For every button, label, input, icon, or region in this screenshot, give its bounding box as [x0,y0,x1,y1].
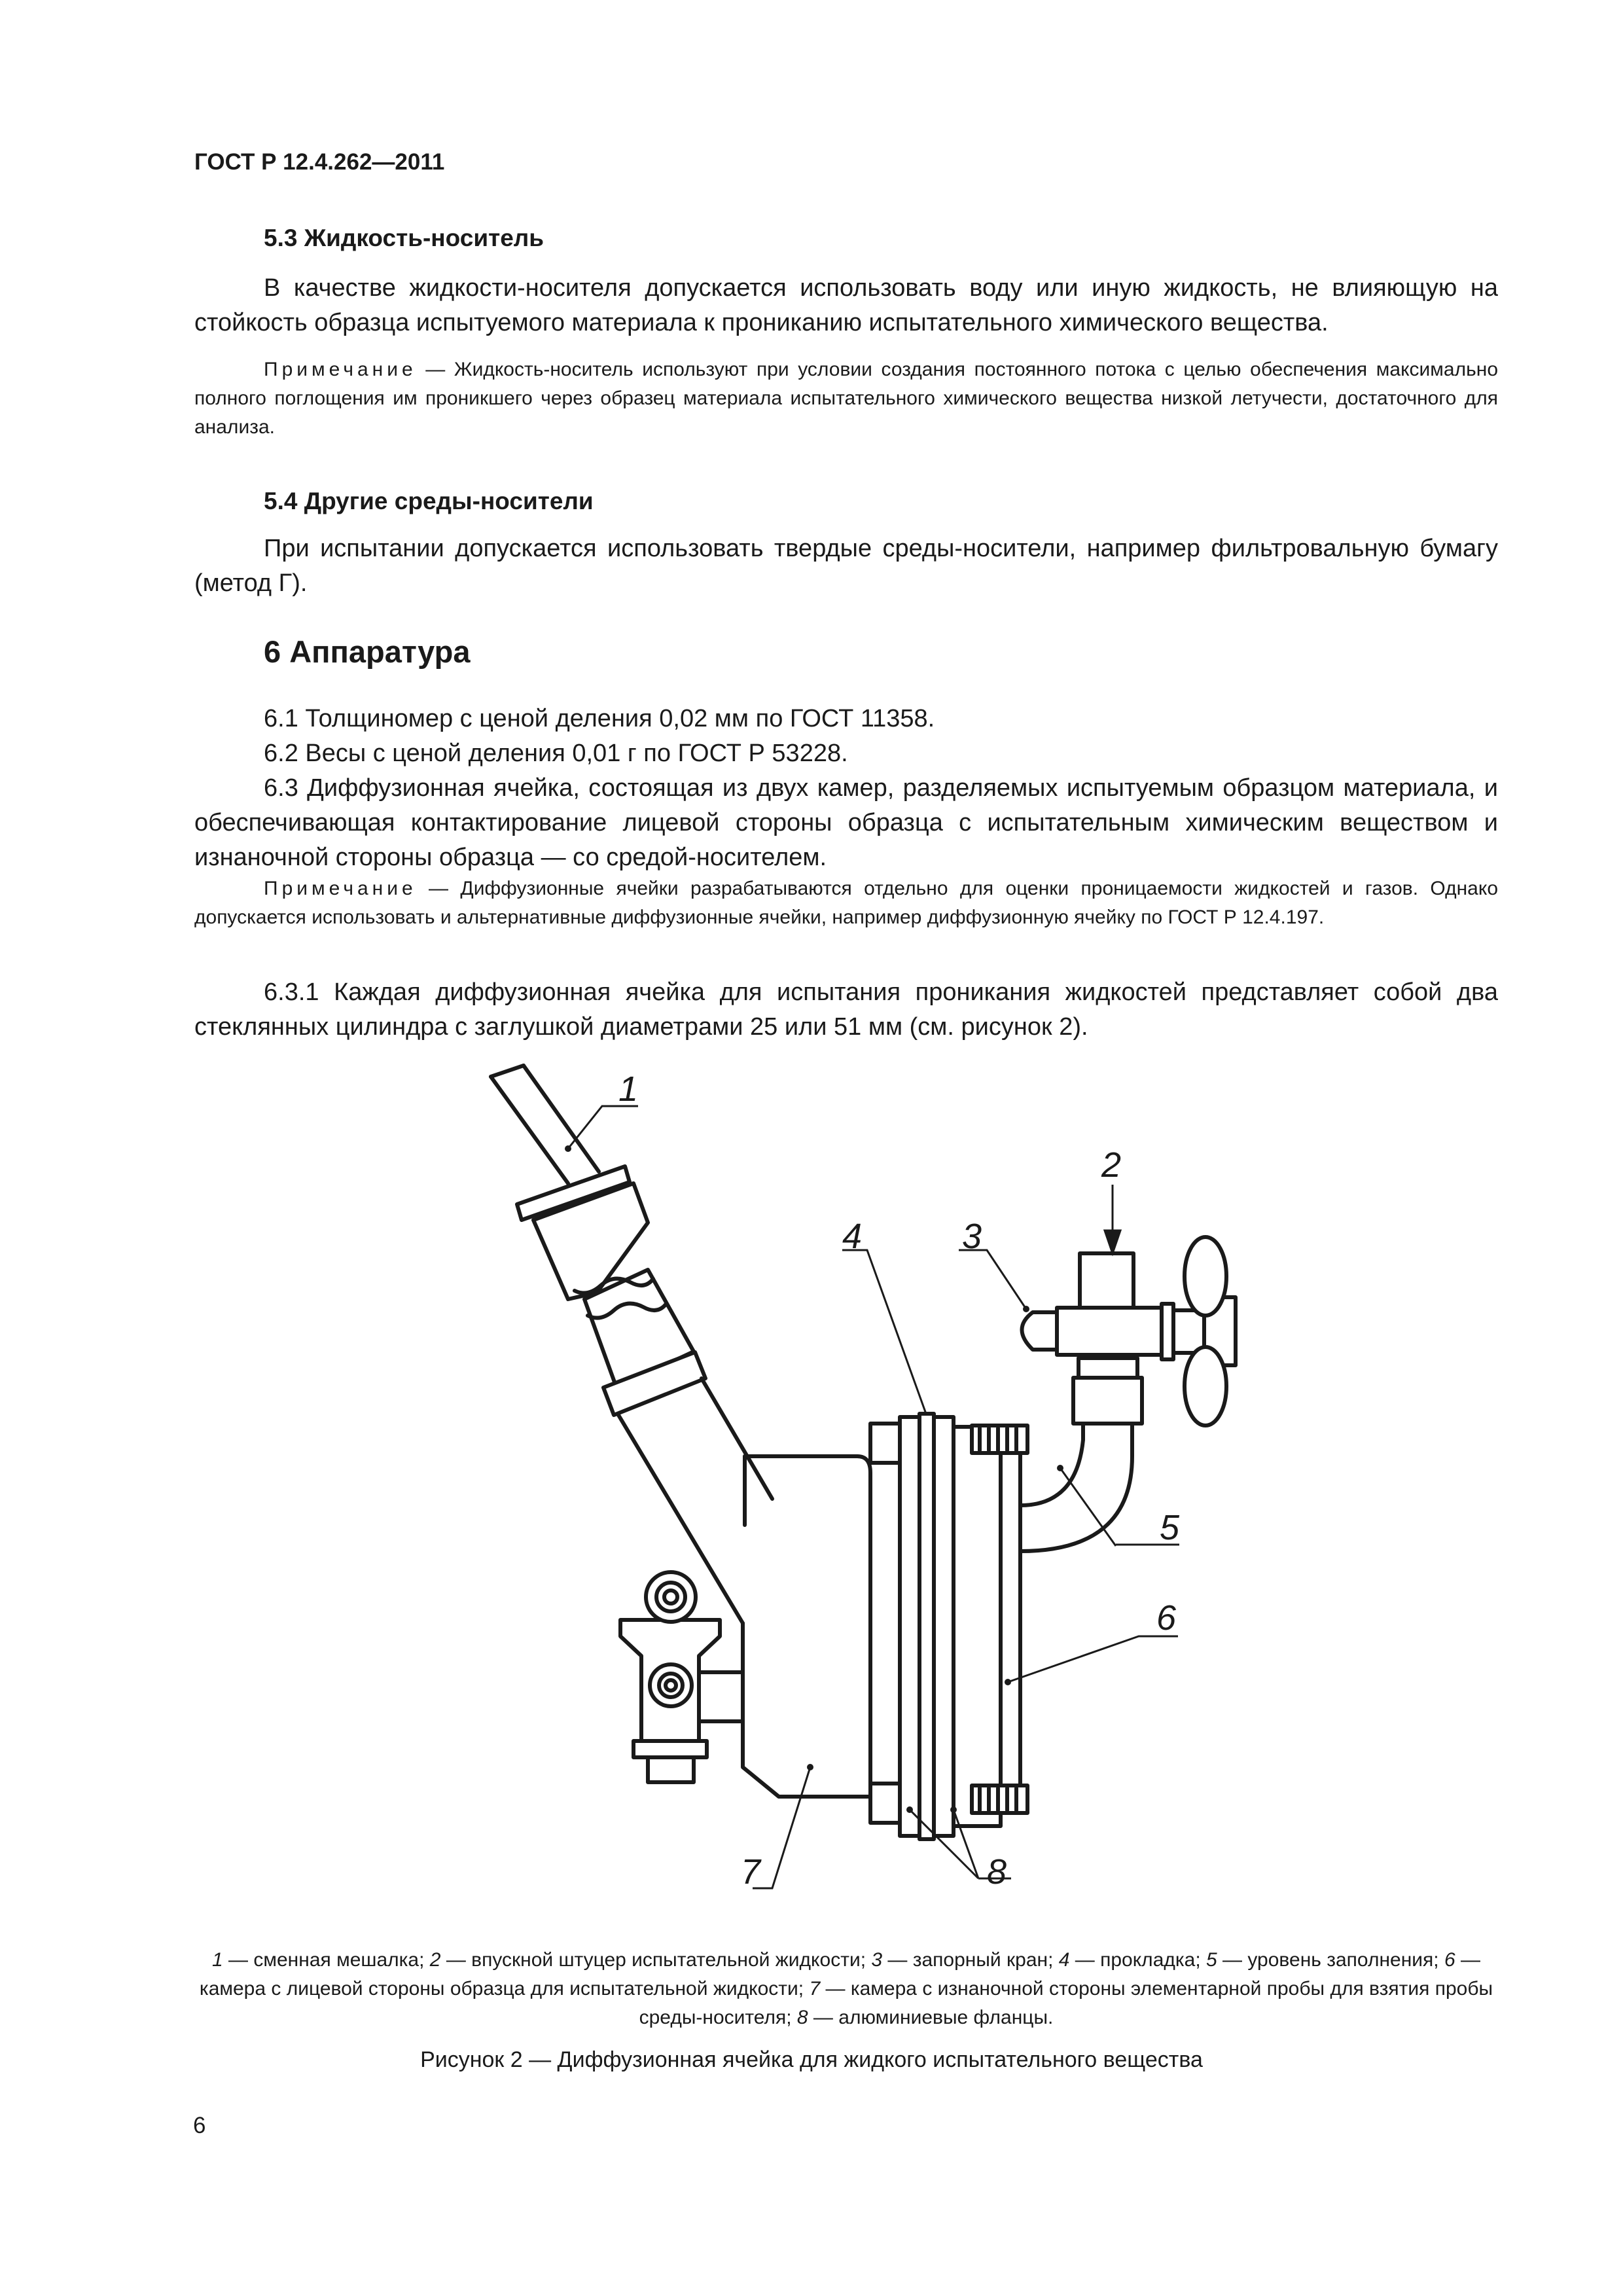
legend-text: — прокладка; [1069,1949,1207,1971]
figure-caption: Рисунок 2 — Диффузионная ячейка для жидкого испытательного вещества [420,2047,1203,2072]
callout-8: 8 [987,1852,1007,1892]
callout-2: 2 [1101,1145,1122,1185]
figure-legend [194,1946,1498,2032]
note-text: — Диффузионные ячейки разрабатываются отдельно для оценки проницаемости жидкостей и газов. Однако допускается использовать и альтернативные диффузионные ячейки, например диффузионную ячейку по ГОСТ Р 12.4.197. [194,878,1498,928]
flanges-8 [870,1414,1001,1839]
front-chamber-6 [1001,1446,1020,1813]
sampling-port [620,1572,743,1782]
back-chamber-7 [743,1456,870,1797]
note-label: Примечание [264,878,417,899]
inlet-elbow [1020,1424,1132,1551]
callout-4: 4 [842,1217,863,1256]
callout-3: 3 [962,1217,982,1256]
document-header: ГОСТ Р 12.4.262—2011 [194,149,445,175]
legend-num: 4 [1058,1949,1070,1971]
legend-text: — уровень заполнения; [1217,1949,1444,1971]
item-6-1: 6.1 Толщиномер с ценой деления 0,02 мм по ГОСТ 11358. [264,705,935,732]
section-5-4-text: При испытании допускается использовать твердые среды-носители, например фильтровальную бумагу (метод Г). [194,535,1498,597]
section-5-4-heading: 5.4 Другие среды-носители [264,488,594,514]
callout-7: 7 [741,1852,761,1892]
legend-text: — алюминиевые фланцы. [808,2007,1054,2028]
callout-6: 6 [1156,1598,1177,1638]
item-6-3: 6.3 Диффузионная ячейка, состоящая из двух камер, разделяемых испытуемым образцом материала, и обеспечивающая контактирование лицевой стороны образца с испытательным химическим веществом и изнаночной стороны образца — со средой-носителем. [194,774,1498,871]
callout-5: 5 [1160,1508,1180,1547]
legend-num: 2 [429,1949,441,1971]
stirrer-rod [491,1066,599,1183]
legend-num: 5 [1206,1949,1217,1971]
legend-text: — запорный кран; [882,1949,1059,1971]
legend-num: 8 [796,2007,808,2028]
section-5-3-text: В качестве жидкости-носителя допускается использовать воду или иную жидкость, не влияющую на стойкость образца испытуемого материала к прониканию испытательного химического вещества. [194,274,1498,336]
legend-text: — сменная мешалка; [223,1949,430,1971]
note-text: — Жидкость-носитель используют при условии создания постоянного потока с целью обеспечения максимально полного поглощения им проникшего через образец материала испытательного химического вещества низкой летучести, достаточного для анализа. [194,359,1498,438]
legend-text: — впускной штуцер испытательной жидкости; [440,1949,872,1971]
page-number: 6 [193,2113,206,2138]
legend-num: 7 [809,1978,821,2000]
legend-num: 6 [1444,1949,1455,1971]
section-5-3-heading: 5.3 Жидкость-носитель [264,224,544,251]
legend-text: — камера с изнаночной стороны элементарной пробы для взятия пробы среды-носителя; [639,1978,1493,2028]
section-6-heading: 6 Аппаратура [264,634,471,669]
item-6-2: 6.2 Весы с ценой деления 0,01 г по ГОСТ Р 53228. [264,740,848,767]
note-label: Примечание [264,359,417,380]
callout-1: 1 [618,1069,639,1109]
legend-text: — камера с лицевой стороны образца для испытательной жидкости; [199,1949,1480,2000]
legend-num: 3 [871,1949,883,1971]
legend-num: 1 [212,1949,223,1971]
item-6-3-1: 6.3.1 Каждая диффузионная ячейка для испытания проникания жидкостей представляет собой два стеклянных цилиндра с заглушкой диаметрами 25 или 51 мм (см. рисунок 2). [194,978,1498,1041]
